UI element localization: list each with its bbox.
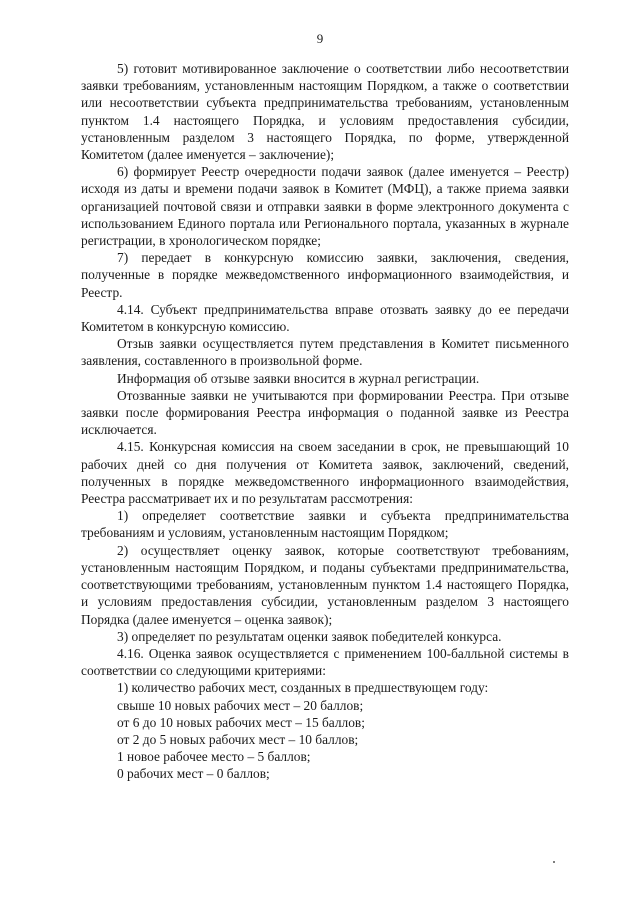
scan-speck: [553, 861, 555, 863]
criteria-line: от 2 до 5 новых рабочих мест – 10 баллов;: [117, 731, 359, 747]
criteria-line: свыше 10 новых рабочих мест – 20 баллов;: [117, 697, 364, 713]
paragraph-withdrawal-registration: Информация об отзыве заявки вносится в журнал регистрации.: [117, 370, 480, 386]
paragraph-item-5: 5) готовит мотивированное заключение о соответствии либо несоответствии заявки требованиям, установленным настоящим Порядком, а также о соответствии или несоответствии субъекта предпринимательства требованиям, установленным пунктом 1.4 настоящего Порядка, и условиям предоставления субсидии, установленным разделом 3 настоящего Порядка, по форме, утвержденной Комитетом (далее именуется – заключение);: [81, 61, 569, 163]
criteria-line: от 6 до 10 новых рабочих мест – 15 баллов;: [117, 714, 365, 730]
paragraph-4-15-item-2: 2) осуществляет оценку заявок, которые соответствуют требованиям, установленным настоящим Порядком, и поданы субъектами предпринимательства, соответствующими требованиям, установленным пунктом 1.4 настоящего Порядка, и условиям предоставления субсидии, установленным разделом 3 настоящего Порядка (далее именуется – оценка заявок);: [81, 542, 569, 627]
paragraph-withdrawal-procedure: Отзыв заявки осуществляется путем представления в Комитет письменного заявления, составленного в произвольной форме.: [81, 336, 569, 369]
paragraph-4-15-item-1: 1) определяет соответствие заявки и субъекта предпринимательства требованиям и условиям, установленным настоящим Порядком;: [81, 508, 569, 541]
paragraph-withdrawn-applications: Отозванные заявки не учитываются при формировании Реестра. При отзыве заявки после формирования Реестра информация о поданной заявке из Реестра исключается.: [81, 387, 569, 438]
paragraph-4-15-item-3: 3) определяет по результатам оценки заявок победителей конкурса.: [117, 628, 502, 644]
paragraph-item-7: 7) передает в конкурсную комиссию заявки, заключения, сведения, полученные в порядке межведомственного информационного взаимодействия, и Реестр.: [81, 250, 569, 300]
paragraph-item-6: 6) формирует Реестр очередности подачи заявок (далее именуется – Реестр) исходя из даты и времени подачи заявок в Комитет (МФЦ), а также приема заявки организацией почтовой связи и отправки заявки в форме электронного документа с использованием Единого портала или Регионального портала, указанных в журнале регистрации, в хронологическом порядке;: [81, 164, 569, 249]
document-body: [81, 60, 569, 783]
page-number: 9: [316, 31, 324, 46]
criteria-line: 1 новое рабочее место – 5 баллов;: [117, 749, 311, 765]
paragraph-4-15: 4.15. Конкурсная комиссия на своем заседании в срок, не превышающий 10 рабочих дней со дня получения от Комитета заявок, заключений, сведений, полученных в порядке межведомственного информационного взаимодействия, Реестра рассматривает их и по результатам рассмотрения:: [81, 439, 569, 507]
paragraph-4-14: 4.14. Субъект предпринимательства вправе отозвать заявку до ее передачи Комитетом в конкурсную комиссию.: [81, 301, 569, 335]
paragraph-4-16: 4.16. Оценка заявок осуществляется с применением 100-балльной системы в соответствии со следующими критериями:: [81, 645, 569, 679]
criteria-heading: 1) количество рабочих мест, созданных в предшествующем году:: [117, 680, 489, 696]
criteria-line: 0 рабочих мест – 0 баллов;: [117, 766, 270, 782]
